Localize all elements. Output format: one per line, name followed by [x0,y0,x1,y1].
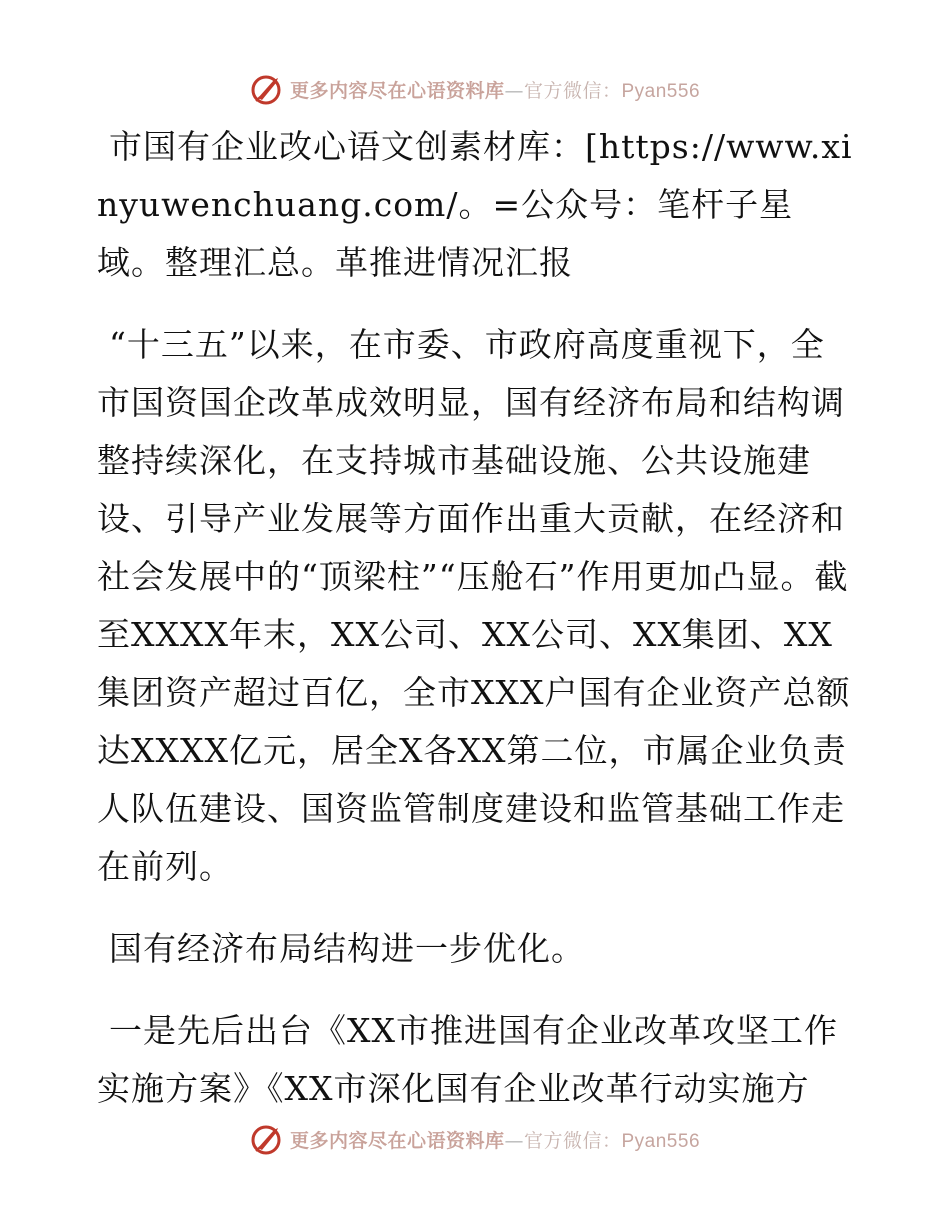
footer-banner [0,1122,950,1156]
banner-dash: — [504,79,524,102]
document-body [97,118,857,1142]
quill-pen-circle-icon [250,1122,284,1156]
banner-text [290,1126,700,1153]
banner-main: 更多内容尽在心语资料库 [289,1129,505,1152]
banner-wechat-label: 官方微信： [523,1129,622,1152]
banner-wechat-label: 官方微信： [523,79,622,102]
paragraph-intro: “十三五”以来，在市委、市政府高度重视下，全市国资国企改革成效明显，国有经济布局和结构调整持续深化，在支持城市基础设施、公共设施建设、引导产业发展等方面作出重大贡献，在经济和社会发展中的“顶梁柱”“压舱石”作用更加凸显。截至XXXX年末，XX公司、XX公司、XX集团、XX集团资产超过百亿，全市XXX户国有企业资产总额达XXXX亿元，居全X各XX第二位，市属企业负责人队伍建设、国资监管制度建设和监管基础工作走在前列。 [97,325,851,886]
quill-pen-circle-icon [250,72,284,106]
banner-dash: — [504,1129,524,1152]
paragraph-heading: 国有经济布局结构进一步优化。 [109,929,585,968]
banner-text [290,76,700,103]
paragraph-point-one: 一是先后出台《XX市推进国有企业改革攻坚工作实施方案》《XX市深化国有企业改革行动实施方 [97,1011,838,1108]
header-banner [0,72,950,106]
banner-wechat-id: Pyan556 [621,80,701,102]
banner-wechat-id: Pyan556 [621,1130,701,1152]
banner-main: 更多内容尽在心语资料库 [289,79,505,102]
paragraph-title: 市国有企业改心语文创素材库：[https://www.xinyuwenchuang.com/。=公众号：笔杆子星域。整理汇总。革推进情况汇报 [97,127,853,282]
